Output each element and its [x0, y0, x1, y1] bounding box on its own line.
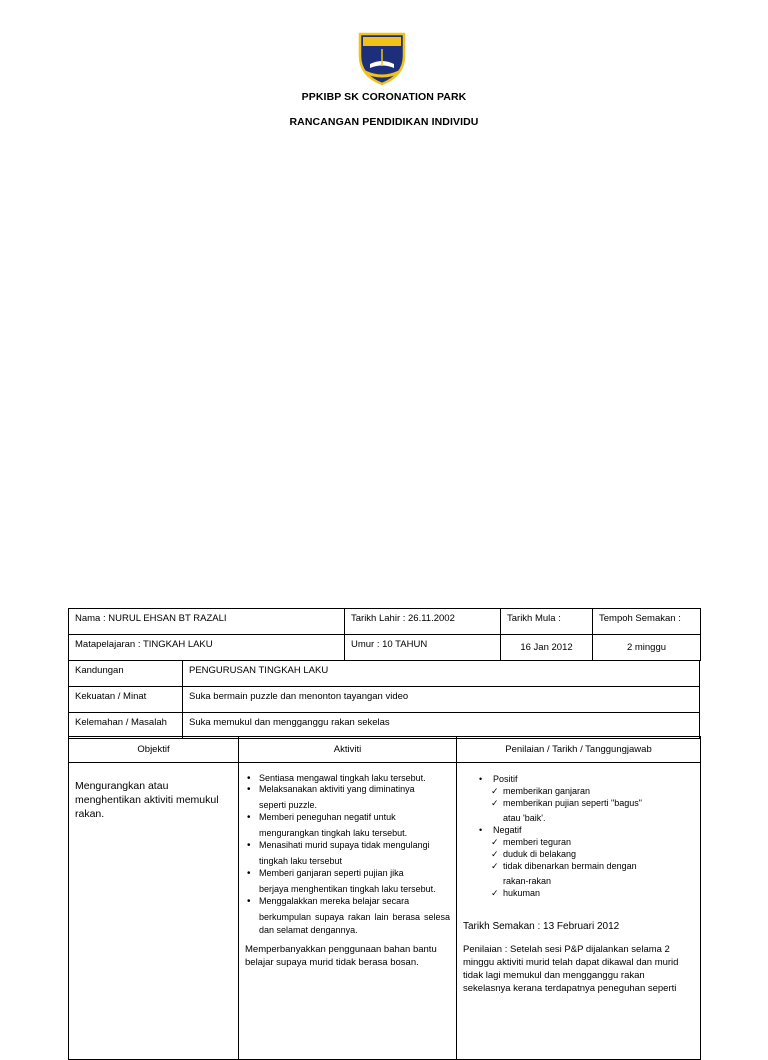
activity-list	[245, 773, 450, 937]
activity-note: Memperbanyakkan penggunaan bahan bantu belajar supaya murid tidak berasa bosan.	[245, 944, 437, 968]
document-title: RANCANGAN PENDIDIKAN INDIVIDU	[289, 116, 479, 128]
list-item: • Sentiasa mengawal tingkah laku tersebut.	[259, 773, 450, 784]
list-item: ✓ tidak dibenarkan bermain dengan	[503, 860, 694, 872]
list-item: ✓ memberi teguran	[503, 836, 694, 848]
details-table	[68, 660, 700, 739]
review-period-label: Tempoh Semakan :	[593, 609, 701, 635]
list-item-continued: rakan-rakan	[503, 876, 552, 886]
evaluation-cell	[457, 763, 701, 1060]
list-item: ✓ hukuman	[503, 887, 694, 899]
negative-label: • Negatif	[493, 824, 694, 836]
organization-title: PPKIBP SK CORONATION PARK	[301, 91, 467, 103]
column-header-evaluation: Penilaian / Tarikh / Tanggungjawab	[457, 737, 701, 763]
review-period-value: 2 minggu	[593, 635, 701, 661]
student-name: Nama : NURUL EHSAN BT RAZALI	[69, 609, 345, 635]
school-crest-logo	[354, 30, 410, 86]
plan-table	[68, 736, 700, 1060]
list-item: ✓ memberikan pujian seperti "bagus"	[503, 797, 694, 809]
list-item: • Menasihati murid supaya tidak mengulangi tingkah laku tersebut	[259, 840, 450, 868]
review-date: Tarikh Semakan : 13 Februari 2012	[463, 921, 620, 932]
detail-label: Kandungan	[69, 661, 183, 687]
subject: Matapelajaran : TINGKAH LAKU	[69, 635, 345, 661]
list-item: ✓ memberikan ganjaran	[503, 785, 694, 797]
detail-value: PENGURUSAN TINGKAH LAKU	[183, 661, 700, 687]
date-of-birth: Tarikh Lahir : 26.11.2002	[345, 609, 501, 635]
list-item: • Melaksanakan aktiviti yang diminatinya seperti puzzle.	[259, 784, 450, 812]
student-info-table	[68, 608, 700, 661]
age: Umur : 10 TAHUN	[345, 635, 501, 661]
column-header-activity: Aktiviti	[239, 737, 457, 763]
column-header-objective: Objektif	[69, 737, 239, 763]
positive-label: • Positif	[493, 773, 694, 785]
list-item: • Menggalakkan mereka belajar secara berkumpulan supaya rakan lain berasa selesa dan selamat dengannya.	[259, 896, 450, 937]
objective-text: Mengurangkan atau menghentikan aktiviti memukul rakan.	[75, 780, 219, 820]
start-date-value: 16 Jan 2012	[501, 635, 593, 661]
detail-value: Suka bermain puzzle dan menonton tayangan video	[183, 687, 700, 713]
detail-label: Kekuatan / Minat	[69, 687, 183, 713]
detail-value: Suka memukul dan mengganggu rakan sekelas	[183, 713, 700, 739]
list-item: ✓ duduk di belakang	[503, 848, 694, 860]
list-item: • Memberi ganjaran seperti pujian jika berjaya menghentikan tingkah laku tersebut.	[259, 868, 450, 896]
start-date-label: Tarikh Mula :	[501, 609, 593, 635]
list-item-continued: atau 'baik'.	[503, 813, 546, 823]
list-item: • Memberi peneguhan negatif untuk mengurangkan tingkah laku tersebut.	[259, 812, 450, 840]
activity-cell	[239, 763, 457, 1060]
evaluation-result: Penilaian : Setelah sesi P&P dijalankan selama 2 minggu aktiviti murid telah dapat dikawal dan murid tidak lagi memukul dan mengganggu rakan sekelasnya kerana terdapatnya peneguhan seperti	[463, 944, 679, 994]
objective-cell	[69, 763, 239, 1060]
detail-label: Kelemahan / Masalah	[69, 713, 183, 739]
